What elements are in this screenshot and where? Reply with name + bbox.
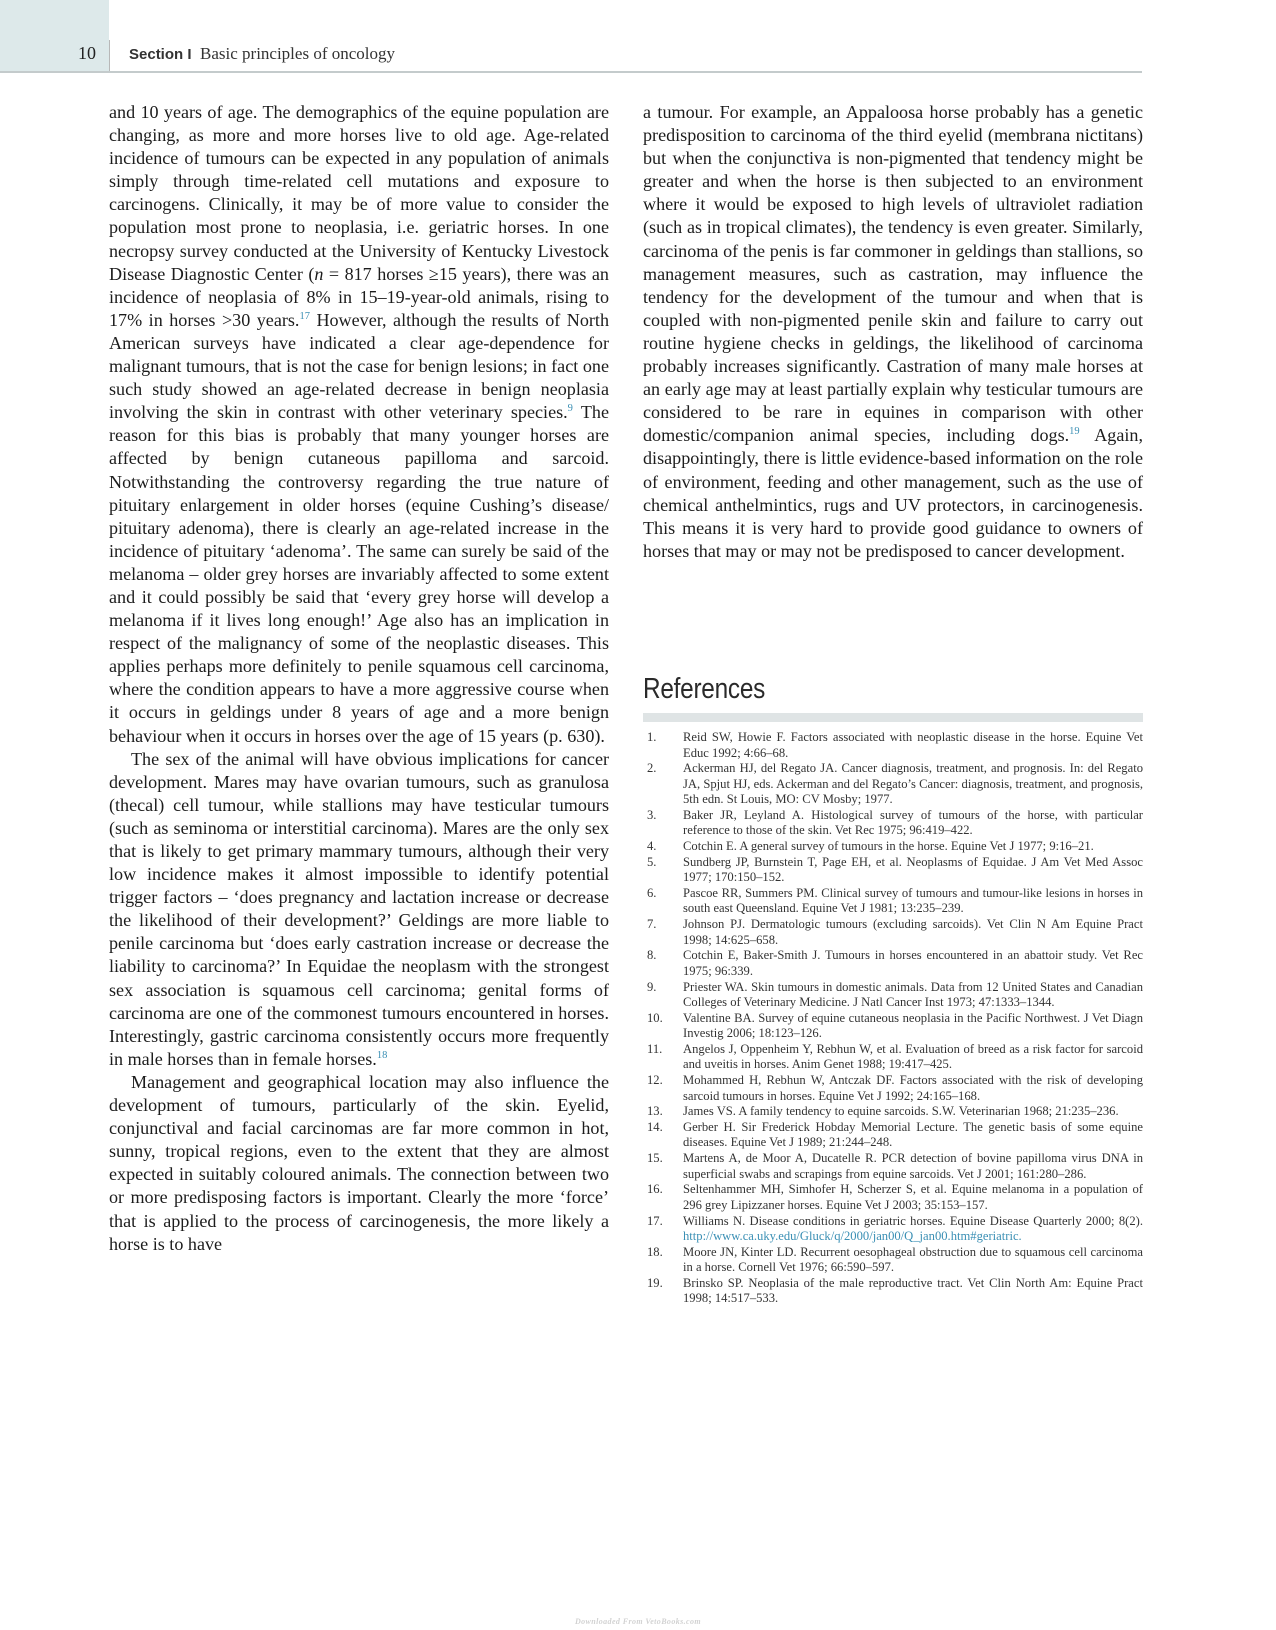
reference-item: [643, 839, 1143, 855]
body-text: and 10 years of age. The demographics of the equine population are changing, as more and more horses live to old age. Age-related incidence of tumours can be expected in any population of animals simply through time-related cell mutations and exposure to carcinogens. Clinically, it may be of more value to consider the population most prone to neoplasia, i.e. geriatric horses. In one necropsy survey conducted at the University of Kentucky Livestock Disease Diagnostic Center (: [109, 102, 609, 284]
reference-text: Brinsko SP. Neoplasia of the male reproductive tract. Vet Clin North Am: Equine Pract 1998; 14:517–533.: [683, 1275, 1143, 1306]
variable-n: n: [314, 263, 324, 284]
reference-text: Moore JN, Kinter LD. Recurrent oesophageal obstruction due to squamous cell carcinoma in a horse. Cornell Vet 1976; 66:590–597.: [683, 1244, 1143, 1275]
reference-item: [643, 1245, 1143, 1276]
reference-text: Cotchin E, Baker-Smith J. Tumours in horses encountered in an abattoir study. Vet Rec 1975; 96:339.: [683, 948, 1143, 978]
reference-item: [643, 1276, 1143, 1307]
left-column: [109, 101, 609, 1256]
reference-number: 15.: [647, 1151, 663, 1166]
reference-number: 18.: [647, 1244, 663, 1259]
reference-item: [643, 948, 1143, 979]
reference-text: Priester WA. Skin tumours in domestic animals. Data from 12 United States and Canadian Colleges of Veterinary Medicine. J Natl Cancer Inst 1973; 47:1333–1344.: [683, 979, 1143, 1009]
reference-number: 14.: [647, 1119, 663, 1134]
reference-item: [643, 1042, 1143, 1073]
citation-ref[interactable]: 17: [299, 310, 310, 322]
body-text: a tumour. For example, an Appaloosa horse probably has a genetic predisposition to carcinoma of the third eyelid (membrana nictitans) but when the conjunctiva is non-pigmented that tendency might be greater and when the horse is then subjected to an environment where it would be exposed to high levels of ultraviolet radiation (such as in tropical climates), the tendency is even greater. Similarly, carcinoma of the penis is far commoner in geldings than stallions, so management measures, such as castration, may influence the tendency for the development of the tumour and when that is coupled with non-pigmented penile skin and failure to carry out routine hygiene checks in geldings, the likelihood of carcinoma probably increases significantly. Castration of many male horses at an early age may at least partially explain why testicular tumours are considered to be rare in equines in comparison with other domestic/companion animal species, including dogs.: [643, 102, 1143, 446]
watermark: Downloaded From VetoBooks.com: [574, 1617, 702, 1626]
reference-number: 4.: [647, 839, 657, 854]
page-number: 10: [78, 43, 96, 63]
reference-number: 11.: [647, 1041, 663, 1056]
citation-ref[interactable]: 9: [567, 403, 573, 415]
reference-text: Sundberg JP, Burnstein T, Page EH, et al. Neoplasms of Equidae. J Am Vet Med Assoc 1977; 170:150–152.: [683, 854, 1143, 885]
reference-number: 12.: [647, 1073, 663, 1088]
body-text: Again, disappointingly, there is little evidence-based information on the role of environment, feeding and other management, such as the use of chemical anthelmintics, rugs and UV protectors, in carcinogenesis. This means it is very hard to provide good guidance to owners of horses that may or may not be predisposed to cancer development.: [643, 425, 1143, 561]
reference-item: [643, 1104, 1143, 1120]
reference-text: James VS. A family tendency to equine sarcoids. S.W. Veterinarian 1968; 21:235–236.: [683, 1104, 1119, 1119]
section-title: Basic principles of oncology: [200, 44, 396, 63]
reference-text: Valentine BA. Survey of equine cutaneous neoplasia in the Pacific Northwest. J Vet Diagn Investig 2006; 18:123–126.: [683, 1010, 1143, 1041]
references-heading: References: [643, 673, 766, 705]
reference-item: [643, 730, 1143, 761]
reference-text: Gerber H. Sir Frederick Hobday Memorial Lecture. The genetic basis of some equine diseases. Equine Vet J 1989; 21:244–248.: [683, 1119, 1143, 1150]
reference-number: 17.: [647, 1213, 663, 1228]
reference-item: [643, 1011, 1143, 1042]
body-text: The sex of the animal will have obvious implications for cancer development. Mares may have ovarian tumours, such as granulosa (thecal) cell tumour, while stallions may have testicular tumours (such as seminoma or interstitial carcinoma). Mares are the only sex that is likely to get primary mammary tumours, although their very low incidence makes it almost impossible to identify potential trigger factors – ‘does pregnancy and lactation increase or decrease the likelihood of their development?’ Geldings are more liable to penile carcinoma but ‘does early castration increase or decrease the liability to carcinoma?’ In Equidae the neoplasm with the strongest sex association is squamous cell carcinoma; genital forms of carcinoma are one of the commonest tumours encountered in horses. Interestingly, gastric carcinoma consistently occurs more frequently in male horses than in female horses.: [109, 748, 609, 1069]
body-text: = 817 horses ≥15 years), there was an incidence of neoplasia of 8% in 15–19-year-old animals, rising to 17% in horses >30 years.: [109, 263, 609, 330]
reference-text: Reid SW, Howie F. Factors associated with neoplastic disease in the horse. Equine Vet Educ 1992; 4:66–68.: [683, 730, 1143, 760]
reference-text: Angelos J, Oppenheim Y, Rebhun W, et al. Evaluation of breed as a risk factor for sarcoid and uveitis in horses. Anim Genet 1988; 19:417–425.: [683, 1041, 1143, 1072]
reference-text: Baker JR, Leyland A. Histological survey of tumours of the horse, with particular reference to those of the skin. Vet Rec 1975; 96:419–422.: [683, 807, 1143, 838]
reference-item: [643, 1120, 1143, 1151]
paragraph-tumour: [643, 101, 1143, 563]
header-divider: [109, 40, 110, 72]
reference-text: Martens A, de Moor A, Ducatelle R. PCR detection of bovine papilloma virus DNA in superficial swabs and scrapings from equine sarcoids. Vet J 2001; 161:280–286.: [683, 1151, 1143, 1181]
header-rule: [0, 71, 1142, 73]
reference-number: 16.: [647, 1182, 663, 1197]
reference-number: 10.: [647, 1010, 663, 1025]
section-label: Section I: [129, 46, 192, 63]
reference-text: Williams N. Disease conditions in geriatric horses. Equine Disease Quarterly 2000; 8(2).: [683, 1213, 1143, 1228]
reference-text: Johnson PJ. Dermatologic tumours (excluding sarcoids). Vet Clin N Am Equine Pract 1998; 14:625–658.: [683, 917, 1143, 947]
reference-number: 13.: [647, 1104, 663, 1119]
reference-number: 1.: [647, 730, 657, 744]
reference-text: Ackerman HJ, del Regato JA. Cancer diagnosis, treatment, and prognosis. In: del Regato JA, Spjut HJ, eds. Ackerman and del Regato’s Cancer: diagnosis, treatment, and prognosis, 5th edn. St Louis, MO: CV Mosby; 1977.: [683, 761, 1143, 807]
reference-item: [643, 886, 1143, 917]
citation-ref[interactable]: 18: [376, 1049, 388, 1061]
reference-list: [643, 730, 1143, 1307]
reference-item: [643, 808, 1143, 839]
references-rule: [643, 713, 1143, 722]
body-text: However, although the results of North American surveys have indicated a clear age-dependence for malignant tumours, that is not the case for benign lesions; in fact one such study showed an age-related decrease in benign neoplasia involving the skin in contrast with other veterinary species.: [109, 309, 609, 423]
reference-item: [643, 1182, 1143, 1213]
reference-item: [643, 980, 1143, 1011]
reference-item: [643, 1151, 1143, 1182]
running-header: [129, 44, 395, 64]
reference-item: [643, 761, 1143, 808]
reference-number: 2.: [647, 761, 657, 776]
reference-number: 7.: [647, 917, 657, 932]
paragraph-age: [109, 101, 609, 748]
paragraph-sex: [109, 748, 609, 1071]
reference-text: Cotchin E. A general survey of tumours in the horse. Equine Vet J 1977; 9:16–21.: [683, 839, 1094, 854]
reference-item: [643, 1214, 1143, 1245]
reference-number: 3.: [647, 807, 657, 822]
reference-number: 5.: [647, 854, 657, 869]
reference-link[interactable]: http://www.ca.uky.edu/Gluck/q/2000/jan00/Q_jan00.htm#geriatric.: [683, 1229, 1022, 1243]
reference-number: 9.: [647, 979, 657, 994]
reference-text: Seltenhammer MH, Simhofer H, Scherzer S, et al. Equine melanoma in a population of 296 grey Lipizzaner horses. Equine Vet J 2003; 35:153–157.: [683, 1182, 1143, 1212]
reference-number: 6.: [647, 885, 657, 900]
reference-item: [643, 917, 1143, 948]
right-column: [643, 101, 1143, 563]
body-text: The reason for this bias is probably that many younger horses are affected by benign cutaneous papilloma and sarcoid. Notwithstanding the controversy regarding the true nature of pituitary enlargement in older horses (equine Cushing’s disease/ pituitary adenoma), there is clearly an age-related increase in the incidence of pituitary ‘adenoma’. The same can surely be said of the melanoma – older grey horses are invariably affected to some extent and it could possibly be said that ‘every grey horse will develop a melanoma if it lives long enough!’ Age also has an implication in respect of the malignancy of some of the neoplastic diseases. This applies perhaps more definitely to penile squamous cell carcinoma, where the condition appears to have a more aggressive course when it occurs in geldings under 8 years of age and a more benign behaviour when it occurs in horses over the age of 15 years (p. 630).: [109, 402, 610, 746]
reference-item: [643, 855, 1143, 886]
paragraph-management: Management and geographical location may also influence the development of tumours, particularly of the skin. Eyelid, conjunctival and facial carcinomas are far more common in hot, sunny, tropical regions, even to the extent that they are almost expected in suitably coloured animals. The connection between two or more predisposing factors is important. Clearly the more ‘force’ that is applied to the process of carcinogenesis, the more likely a horse is to have: [109, 1071, 609, 1254]
reference-text: Pascoe RR, Summers PM. Clinical survey of tumours and tumour-like lesions in horses in south east Queensland. Equine Vet J 1981; 13:235–239.: [683, 885, 1143, 916]
reference-text: Mohammed H, Rebhun W, Antczak DF. Factors associated with the risk of developing sarcoid tumours in horses. Equine Vet J 1992; 24:165–168.: [683, 1073, 1143, 1103]
citation-ref[interactable]: 19: [1069, 426, 1080, 438]
reference-item: [643, 1073, 1143, 1104]
reference-number: 19.: [647, 1275, 663, 1290]
reference-number: 8.: [647, 948, 657, 963]
